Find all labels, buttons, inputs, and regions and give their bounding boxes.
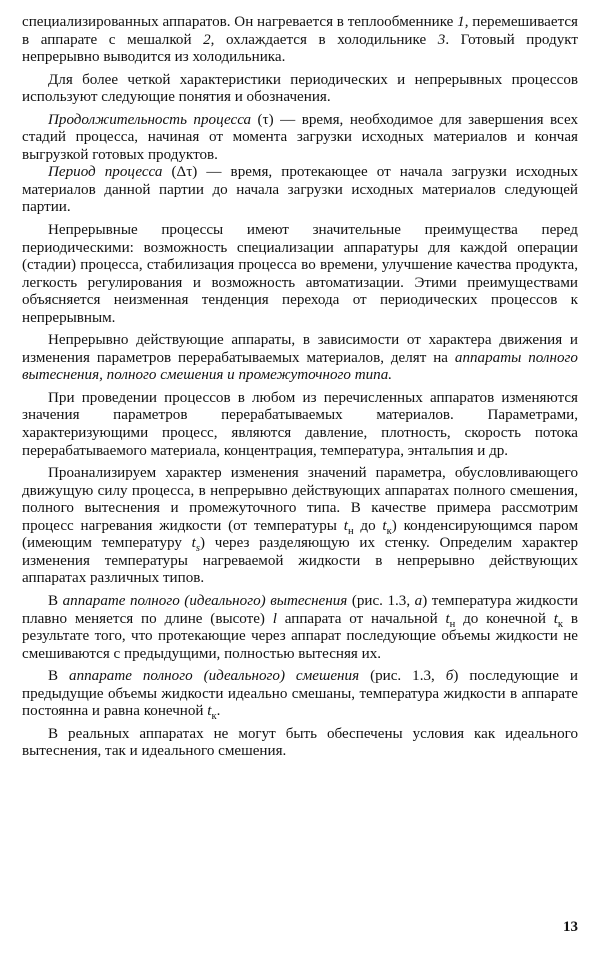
italic-run: аппарате полного (идеального) смешения	[69, 668, 360, 685]
text-run: ) температура жидкости плавно меняется по длине (высоте)	[22, 592, 578, 627]
text-run: Непрерывные процессы имеют значительные преимущества перед периодическими: возможность специализации аппаратуры для каждой операции (стадии) процесса, стабилизация процесса во времени, улучшение качества продукта, легкость регулирования и возможность автоматизации. Этими преимуществами объясняется неизменная тенденция перехода от периодических процессов к непрерывным.	[22, 222, 578, 326]
italic-run: Продолжительность процесса	[48, 111, 252, 128]
paragraph-parameters	[22, 390, 578, 460]
italic-run: t	[382, 517, 387, 534]
paragraph-process-duration	[22, 112, 578, 165]
italic-run: 3	[437, 31, 446, 48]
text-run: , перемешивается в аппарате с мешалкой	[22, 14, 578, 48]
paragraph-real-apparatus	[22, 726, 578, 761]
text-run: аппарата от начальной	[276, 610, 446, 627]
text-run: , охлаждается в холодильнике	[210, 31, 438, 48]
paragraph-perfect-mixing	[22, 668, 578, 721]
italic-run: б	[445, 668, 454, 685]
italic-run: l	[272, 610, 277, 627]
text-run: (рис. 1.3,	[347, 592, 415, 609]
italic-run: 1	[457, 14, 465, 30]
text-run: специализированных аппаратов. Он нагревается в теплообменнике	[22, 14, 458, 30]
text-run: (τ) — время, необходимое для завершения всех стадий процесса, начиная от момента загрузки исходных материалов и кончая выгрузкой готовых продуктов.	[22, 111, 578, 163]
paragraph-process-period	[22, 164, 578, 217]
text-run: Проанализируем характер изменения значений параметра, обусловливающего движущую силу процесса, в непрерывно действующих аппаратах полного смешения, полного вытеснения и промежуточного типа. В качестве примера рассмотрим процесс нагревания жидкости (от температуры	[22, 465, 578, 534]
italic-run: Период процесса	[48, 164, 163, 181]
italic-run: t	[553, 610, 558, 627]
text-run: в результате того, что протекающие через аппарат последующие объемы жидкости не смешиваются с предыдущими, полностью вытесняя их.	[22, 610, 578, 662]
text-run: В реальных аппаратах не могут быть обеспечены условия как идеального вытеснения, так и идеального смешения.	[22, 725, 578, 760]
subscript: s	[195, 543, 200, 555]
text-run: до конечной	[455, 610, 554, 627]
paragraph-plug-flow	[22, 593, 578, 663]
text-run: В	[48, 668, 70, 685]
body-text	[22, 14, 578, 761]
subscript: к	[211, 711, 217, 723]
text-run: Для более четкой характеристики периодических и непрерывных процессов используют следующие понятия и обозначения.	[22, 71, 578, 106]
text-run: ) конденсирующимся паром (имеющим температуру	[22, 517, 578, 552]
subscript: н	[449, 618, 456, 630]
text-run: (Δτ) — время, протекающее от начала загрузки исходных материалов данной партии до начала загрузки исходных материалов следующей партии.	[22, 164, 578, 216]
italic-run: t	[191, 535, 196, 552]
text-run: В	[48, 592, 63, 609]
text-run: до	[353, 517, 383, 534]
italic-run: t	[207, 703, 212, 720]
text-run: .	[216, 703, 221, 720]
text-run: ) через разделяющую их стенку. Определим характер изменения температуры нагреваемой жидкости в непрерывно действующих аппаратах различных типов.	[22, 535, 579, 587]
paragraph-apparatus-types	[22, 332, 578, 385]
paragraph-continuation	[22, 14, 578, 67]
paragraph-analysis	[22, 465, 578, 588]
italic-run: аппарате полного (идеального) вытеснения	[62, 592, 348, 609]
subscript: к	[557, 618, 564, 630]
italic-run: 2	[203, 31, 211, 48]
text-run: . Готовый продукт непрерывно выводится из холодильника.	[22, 31, 578, 66]
italic-run: t	[445, 610, 450, 627]
italic-run: t	[343, 517, 348, 534]
subscript: н	[347, 525, 354, 537]
text-run: Непрерывно действующие аппараты, в зависимости от характера движения и изменения параметров перерабатываемых материалов, делят на	[22, 332, 578, 366]
text-run: (рис. 1.3,	[359, 668, 446, 685]
italic-run: аппараты полного вытеснения, полного смешения и промежуточного типа.	[22, 349, 578, 384]
paragraph-concepts-intro	[22, 72, 578, 107]
page-number: 13	[563, 919, 578, 935]
text-run: При проведении процессов в любом из перечисленных аппаратов изменяются значения параметров перерабатываемых материалов. Параметрами, характеризующими процесс, являются давление, плотность, скорость потока перерабатываемого материала, концентрация, температура, энтальпия и др.	[22, 389, 578, 459]
text-run: ) последующие и предыдущие объемы жидкости идеально смешаны, температура жидкости в аппарате постоянна и равна конечной	[22, 668, 578, 720]
paragraph-continuous-advantages	[22, 222, 578, 327]
italic-run: а	[414, 592, 423, 609]
subscript: к	[386, 525, 392, 537]
